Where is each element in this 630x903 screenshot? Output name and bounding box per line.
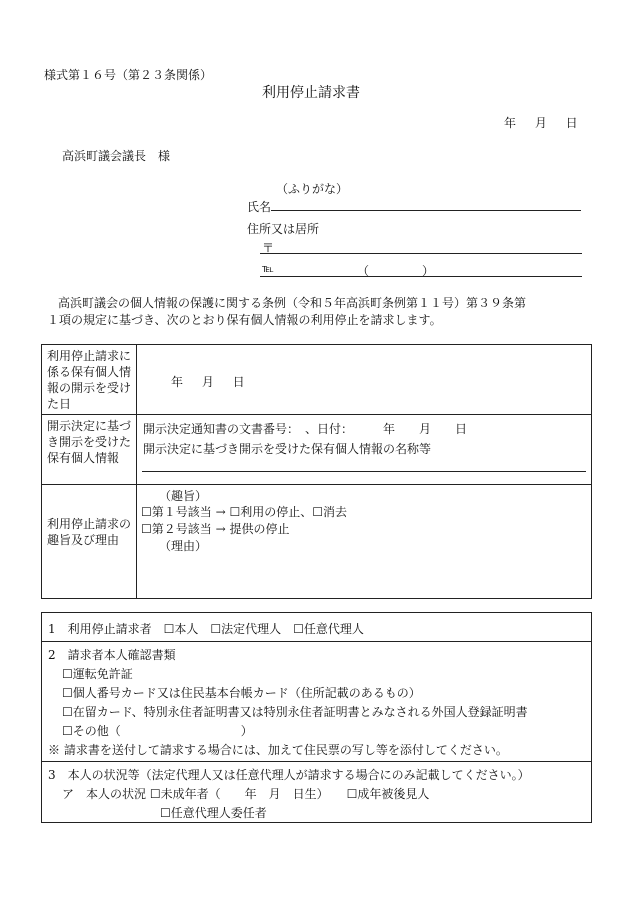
furigana-label: （ふりがな） xyxy=(276,182,349,196)
disclosure-date-label: 利用停止請求に係る保有個人情報の開示を受けた日 xyxy=(47,349,132,411)
info-name-field[interactable] xyxy=(142,471,586,472)
id-docs-title: 2 請求者本人確認書類 xyxy=(48,648,176,662)
date-line: 年 月 日 xyxy=(504,116,579,130)
tel-paren-open: （ xyxy=(357,264,370,278)
disclosure-date-value: 年 月 日 xyxy=(171,375,246,389)
purpose-label: 利用停止請求の趣旨及び理由 xyxy=(47,517,132,547)
table-row xyxy=(42,415,592,485)
divider xyxy=(42,641,591,642)
purpose-heading: （趣旨） xyxy=(159,489,208,503)
name-label: 氏名 xyxy=(247,200,272,214)
purpose-cell[interactable] xyxy=(137,485,592,599)
table-row xyxy=(42,485,592,599)
id-doc-item-2[interactable]: ☐個人番号カード又は住民基本台帳カード（住所記載のあるもの） xyxy=(62,686,421,700)
statement-line-1: 高浜町議会の個人情報の保護に関する条例（令和５年高浜町条例第１１号）第３９条第 xyxy=(58,296,527,310)
name-field[interactable] xyxy=(271,210,581,211)
divider xyxy=(42,761,591,762)
status-line-2[interactable]: ☐任意代理人委任者 xyxy=(160,806,267,820)
address-label: 住所又は居所 xyxy=(247,222,320,236)
requester-section xyxy=(41,612,592,823)
address-field[interactable] xyxy=(260,253,582,254)
postal-mark: 〒 xyxy=(262,241,275,255)
addressee: 高浜町議会議長 様 xyxy=(62,149,171,163)
request-table xyxy=(41,344,592,599)
disclosure-date-cell[interactable] xyxy=(137,345,592,415)
disclosed-info-label: 開示決定に基づき開示を受けた保有個人情報 xyxy=(47,419,132,465)
tel-paren-close: ） xyxy=(422,264,435,278)
requester-type[interactable]: 1 利用停止請求者 ☐本人 ☐法定代理人 ☐任意代理人 xyxy=(48,622,364,636)
form-number: 様式第１６号（第２３条関係） xyxy=(44,68,213,82)
tel-label: ℡ xyxy=(262,262,274,275)
status-title: 3 本人の状況等（法定代理人又は任意代理人が請求する場合にのみ記載してください。） xyxy=(48,768,530,782)
attachment-note: ※ 請求書を送付して請求する場合には、加えて住民票の写し等を添付してください。 xyxy=(48,743,508,757)
id-doc-item-4[interactable]: ☐その他（ ） xyxy=(62,724,253,738)
document-number-line: 開示決定通知書の文書番号： 、日付： 年 月 日 xyxy=(143,422,468,436)
reason-heading: （理由） xyxy=(159,539,208,553)
statement-line-2: １項の規定に基づき、次のとおり保有個人情報の利用停止を請求します。 xyxy=(47,313,442,327)
id-doc-item-1[interactable]: ☐運転免許証 xyxy=(62,667,133,681)
table-row xyxy=(42,345,592,415)
id-doc-item-3[interactable]: ☐在留カード、特別永住者証明書又は特別永住者証明書とみなされる外国人登録証明書 xyxy=(62,705,528,719)
option-item-1[interactable]: ☐第１号該当 → ☐利用の停止、☐消去 xyxy=(141,505,347,519)
disclosed-info-cell[interactable] xyxy=(137,415,592,485)
tel-field[interactable] xyxy=(260,276,582,277)
form-title: 利用停止請求書 xyxy=(262,85,360,101)
info-name-line: 開示決定に基づき開示を受けた保有個人情報の名称等 xyxy=(143,442,432,456)
status-line-1[interactable]: ア 本人の状況 ☐未成年者（ 年 月 日生） ☐成年被後見人 xyxy=(62,787,430,801)
option-item-2[interactable]: ☐第２号該当 → 提供の停止 xyxy=(141,522,290,536)
